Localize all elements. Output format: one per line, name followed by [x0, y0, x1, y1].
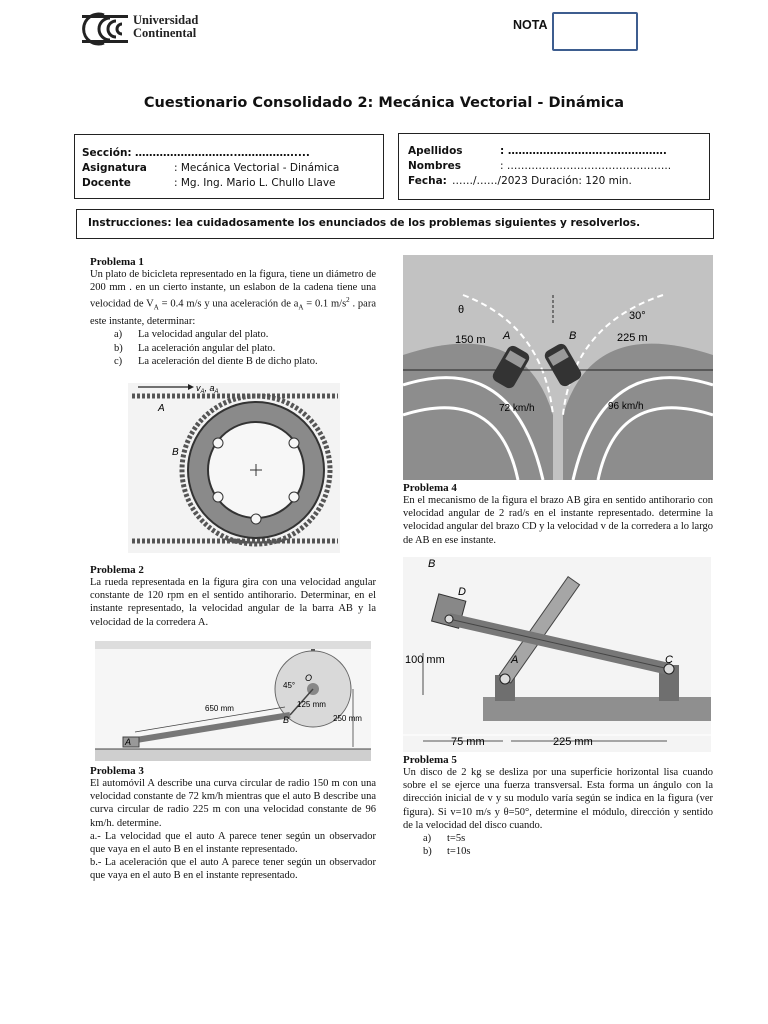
problem-4-text: En el mecanismo de la figura el brazo AB gira en sentido antihorario con velocidad angular de 2 rad/s en el instante representado. determine la velocidad angular del brazo CD y la velocidad v de la corredera a lo largo de AB en ese instante.	[403, 495, 714, 546]
radius-225: 225 m	[617, 332, 648, 344]
va-label: $v_A$, $a_A$	[196, 383, 219, 395]
angle-45: 45°	[283, 681, 296, 690]
label-b: B	[428, 558, 436, 570]
label-b: B	[569, 330, 577, 342]
dim-650: 650 mm	[205, 704, 234, 713]
problem-1	[90, 256, 376, 368]
problem-3	[90, 765, 376, 883]
seccion-row: Sección: ………………………..…………….....	[82, 147, 310, 159]
problem-4	[403, 482, 713, 547]
label-a: A	[125, 737, 132, 747]
problem-3-b: b.- La aceleración que el auto A parece tener según un observador que vaya en el auto B en el instante representado.	[90, 857, 376, 882]
cars-curve-figure	[403, 255, 713, 480]
problem-5-title: Problema 5	[403, 754, 457, 766]
wheel-bar-figure	[95, 641, 371, 761]
problem-3-a: a.- La velocidad que el auto A parece tener según un observador que vaya en el auto B en el instante representado.	[90, 830, 376, 856]
sprocket-figure	[128, 383, 340, 553]
problem-2	[90, 564, 376, 629]
university-name: Universidad Continental	[133, 13, 199, 40]
problem-1-list	[90, 328, 376, 368]
angle-30: 30°	[629, 310, 646, 322]
mechanism-figure	[403, 557, 711, 752]
label-b: B	[283, 715, 290, 725]
page-title: Cuestionario Consolidado 2: Mecánica Vectorial - Dinámica	[143, 95, 625, 111]
dim-100: 100 mm	[405, 654, 445, 666]
fecha-row: Fecha: ……/……/2023 Duración: 120 min.	[408, 175, 632, 187]
problem-4-title: Problema 4	[403, 482, 457, 494]
problem-5-text: Un disco de 2 kg se desliza por una superficie horizontal lisa cuando sobre el se ejerce una fuerza transversal. Esta forma un ángulo con la dirección inicial de v y su modulo varía según se indica en la figura (ver figura). Si v=10 m/s y θ=50°, determine el módulo, dirección y sentido de la velocidad del disco cuando.	[403, 767, 713, 831]
nota-label: NOTA	[513, 18, 548, 32]
problem-1-text: Un plato de bicicleta representado en la figura, tiene un diámetro de 200 mm . en un cierto instante, un eslabon de la cadena tiene una velocidad de $V_A = 0.4$ m/s y una aceleración de $a_A = 0.1$ $m/s^2$ . para este instante, determinar:	[90, 269, 376, 328]
nota-box[interactable]	[552, 12, 638, 51]
list-item: b) t=10s	[423, 846, 471, 858]
dim-250: 250 mm	[333, 714, 362, 723]
problem-3-text: El automóvil A describe una curva circular de radio 150 m con una velocidad constante de 72 km/h mientras que el auto B describe una curva circular de radio 225 m con una velocidad constante de 96 km/h. determine.	[90, 778, 376, 829]
nombres-row: Nombres : ………………………………………..	[408, 160, 672, 172]
label-a: A	[511, 654, 519, 666]
dim-125: 125 mm	[297, 700, 326, 709]
list-item: a) La velocidad angular del plato.	[114, 329, 269, 341]
label-c: C	[665, 654, 673, 666]
list-item: c) La aceleración del diente B de dicho plato.	[114, 355, 318, 367]
asignatura-row: Asignatura : Mecánica Vectorial - Dinámica	[82, 162, 340, 174]
list-item: b) La aceleración angular del plato.	[114, 342, 276, 354]
speed-72: 72 km/h	[499, 403, 535, 414]
label-d: D	[458, 586, 466, 598]
label-o: O	[305, 673, 313, 683]
problem-3-title: Problema 3	[90, 765, 144, 777]
label-a: A	[503, 330, 511, 342]
speed-96: 96 km/h	[608, 401, 644, 412]
instructions-text: Instrucciones: lea cuidadosamente los enunciados de los problemas siguientes y resolverlos.	[88, 217, 641, 229]
problem-2-text: La rueda representada en la figura gira con una velocidad angular constante de 120 rpm en el sentido antihorario. Determinar, en el instante representado, la velocidad angular de la barra AB y la velocidad de la corredera A.	[90, 577, 376, 628]
dim-225: 225 mm	[553, 736, 593, 748]
problem-1-title: Problema 1	[90, 256, 144, 268]
problem-2-title: Problema 2	[90, 564, 144, 576]
list-item: a) t=5s	[423, 833, 466, 845]
radius-150: 150 m	[455, 334, 486, 346]
label-b: B	[172, 447, 179, 458]
problem-5	[403, 754, 713, 858]
dim-75: 75 mm	[451, 736, 485, 748]
docente-row: Docente : Mg. Ing. Mario L. Chullo Llave	[82, 177, 336, 189]
label-theta: θ	[458, 304, 465, 316]
problem-5-list	[403, 832, 713, 858]
apellidos-row: Apellidos : ………………………..…………….	[408, 145, 667, 157]
label-a: A	[158, 403, 165, 414]
